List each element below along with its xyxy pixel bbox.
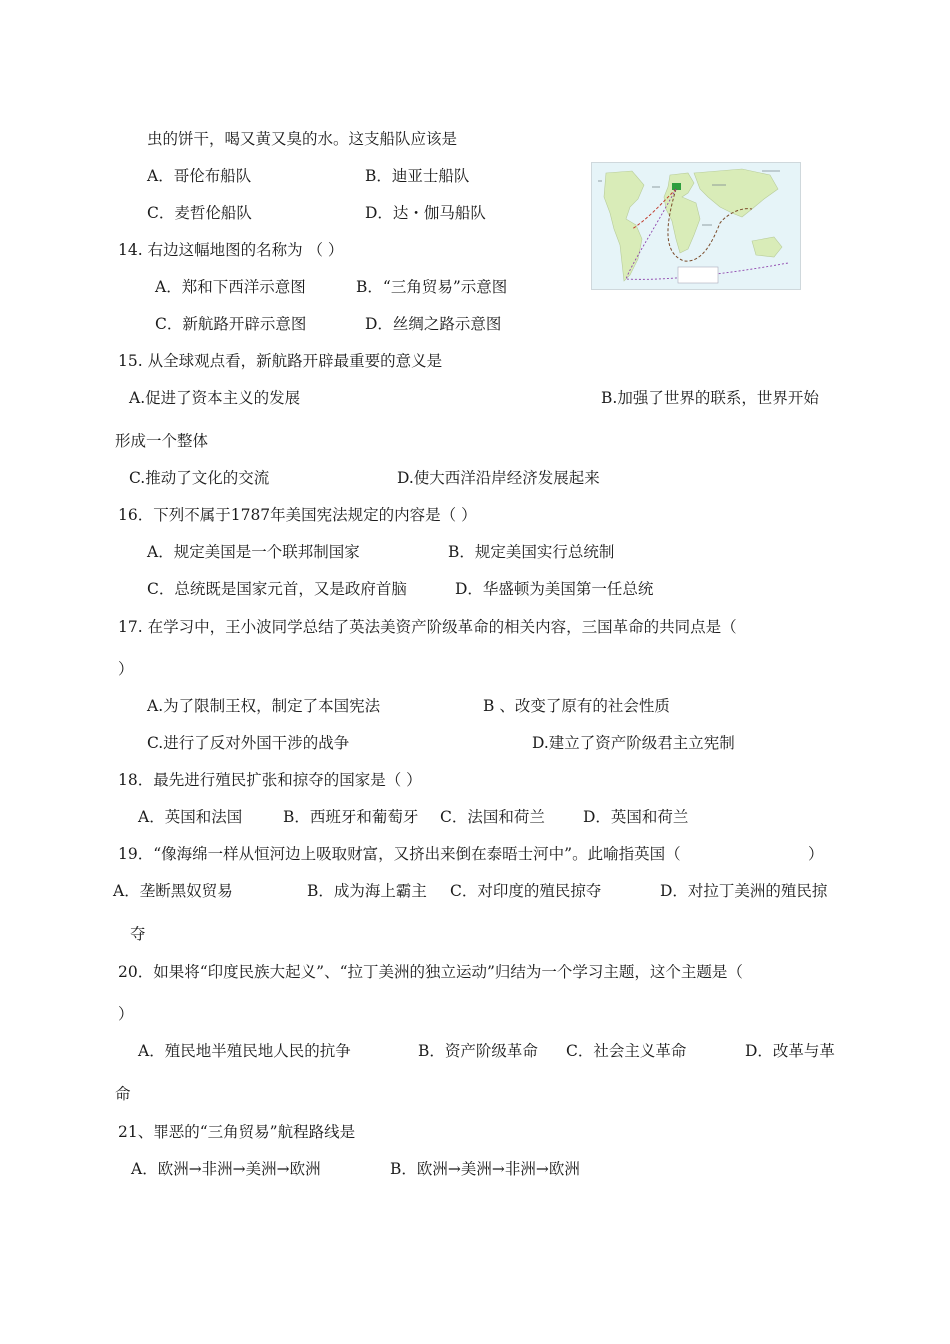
q18-option-c: C．法国和荷兰 [440, 808, 545, 826]
q13-stem-continued: 虫的饼干，喝又黄又臭的水。这支船队应该是 [147, 130, 458, 148]
q14-option-d: D．丝绸之路示意图 [365, 315, 502, 333]
q18-stem: 18．最先进行殖民扩张和掠夺的国家是（ ） [118, 771, 422, 789]
q16-option-b: B．规定美国实行总统制 [448, 543, 615, 561]
q20-option-a: A．殖民地半殖民地人民的抗争 [138, 1042, 351, 1060]
q15-stem: 15. 从全球观点看，新航路开辟最重要的意义是 [118, 352, 443, 370]
q20-option-d: D．改革与革 [745, 1042, 835, 1060]
q17-option-a: A.为了限制王权，制定了本国宪法 [147, 697, 381, 715]
q19-option-d: D．对拉丁美洲的殖民掠 [660, 882, 828, 900]
q15-option-c: C.推动了文化的交流 [129, 469, 270, 487]
q14-stem: 14. 右边这幅地图的名称为 （ ） [118, 241, 344, 259]
q15-option-b: B.加强了世界的联系，世界开始 [601, 389, 819, 407]
q19-option-c: C．对印度的殖民掠夺 [450, 882, 602, 900]
q19-option-a: A．垄断黑奴贸易 [113, 882, 233, 900]
q13-option-c: C．麦哲伦船队 [147, 204, 252, 222]
q19-stem: 19．“像海绵一样从恒河边上吸取财富，又挤出来倒在泰晤士河中”。此喻指英国（ [118, 845, 681, 863]
q18-option-a: A．英国和法国 [138, 808, 243, 826]
q17-stem: 17. 在学习中，王小波同学总结了英法美资产阶级革命的相关内容，三国革命的共同点是（ [118, 618, 737, 636]
q17-stem-continued: ） [118, 660, 134, 678]
q21-option-a: A．欧洲→非洲→美洲→欧洲 [131, 1160, 321, 1178]
q20-stem: 20．如果将“印度民族大起义”、“拉丁美洲的独立运动”归结为一个学习主题，这个主题是（ [118, 963, 743, 981]
q16-option-c: C．总统既是国家元首，又是政府首脑 [147, 580, 407, 598]
q16-option-a: A．规定美国是一个联邦制国家 [147, 543, 360, 561]
q16-option-d: D．华盛顿为美国第一任总统 [455, 580, 654, 598]
q19-option-d-continued: 夺 [130, 925, 146, 943]
q15-option-d: D.使大西洋沿岸经济发展起来 [397, 469, 600, 487]
q13-option-a: A．哥伦布船队 [147, 167, 252, 185]
q15-option-a: A.促进了资本主义的发展 [129, 389, 301, 407]
q16-stem: 16．下列不属于1787年美国宪法规定的内容是（ ） [118, 506, 477, 524]
q20-option-b: B．资产阶级革命 [418, 1042, 538, 1060]
q14-option-c: C．新航路开辟示意图 [155, 315, 307, 333]
q13-option-b: B．迪亚士船队 [365, 167, 470, 185]
q18-option-d: D．英国和荷兰 [583, 808, 689, 826]
q15-option-b-continued: 形成一个整体 [115, 432, 209, 450]
q13-option-d: D．达・伽马船队 [365, 204, 486, 222]
q21-option-b: B．欧洲→美洲→非洲→欧洲 [390, 1160, 580, 1178]
q20-option-c: C．社会主义革命 [566, 1042, 687, 1060]
q21-stem: 21、罪恶的“三角贸易”航程路线是 [118, 1123, 356, 1141]
q17-option-c: C.进行了反对外国干涉的战争 [147, 734, 350, 752]
q20-stem-continued: ） [118, 1005, 134, 1023]
q14-option-a: A．郑和下西洋示意图 [155, 278, 306, 296]
q20-option-d-continued: 命 [115, 1085, 131, 1103]
q14-option-b: B．“三角贸易”示意图 [356, 278, 508, 296]
new-sea-routes-map-image [591, 162, 801, 290]
world-map-illustration [592, 163, 800, 289]
q19-stem-end: ） [808, 845, 824, 863]
q17-option-b: B 、改变了原有的社会性质 [483, 697, 670, 715]
q18-option-b: B．西班牙和葡萄牙 [283, 808, 419, 826]
q19-option-b: B．成为海上霸主 [307, 882, 427, 900]
q17-option-d: D.建立了资产阶级君主立宪制 [532, 734, 735, 752]
